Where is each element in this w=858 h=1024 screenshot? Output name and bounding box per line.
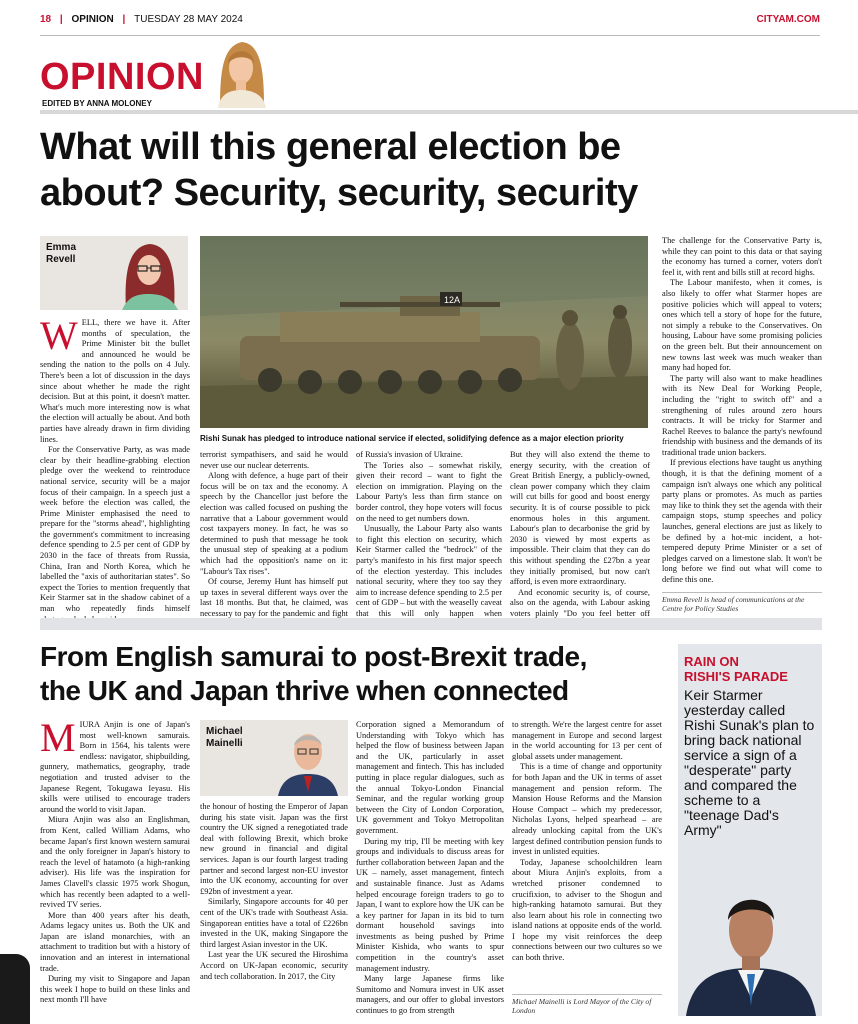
article2-bio: Michael Mainelli is Lord Mayor of the City of London — [512, 994, 662, 1015]
article1-col2: terrorist sympathisers, and said he would never use our nuclear deterrents. Along with defence, a huge part of their focus will be on tax and the economy. A speech by the Chancellor just before the election was called focused on pushing the narrative that a Labour government would cost taxpayers money. In fact, he was so determined to push that message he took the unusual step of speaking at a podium which had the opposition's name on it: "Labour's Tax rises". Of course, Jeremy Hunt has himself put up taxes in several different ways over the last 18 months. But that, he claimed, was necessary to pay for the pandemic and fight — [200, 450, 348, 618]
masthead-rule — [40, 110, 858, 114]
article1-bio: Emma Revell is head of communications at the Centre for Policy Studies — [662, 592, 822, 613]
sidebar-text: Keir Starmer yesterday called Rishi Sunak's plan to bring back national service a sign of a "desperate" party and compared the scheme to a "teenage Dad's Army" — [684, 687, 815, 838]
article2-col2: the honour of hosting the Emperor of Japan during his state visit. Japan was the first country the UK signed a renegotiated trade deal with following Brexit, which broke new ground in financial and digital services. Japan is our fourth largest trading partner and second largest non-EU investor into the UK economy, accounting for over £92bn of investment a year. Similarly, Singapore accounts for 40 per cent of the UK's trade with Southeast Asia. Singaporean entities have a total of £226bn invested in the UK, making Singapore the third largest Asian investor in the UK. Last year the UK secured the Hiroshima Accord on UK-Japan economic, security and tech collaboration. In 2017, the City — [200, 802, 348, 981]
section-label: OPINION — [71, 14, 114, 25]
article1-headline: What will this general election be about? Security, security, security — [40, 126, 638, 214]
article2-col4: to strength. We're the largest centre for asset management in Europe and second largest in the world accounting for 13 per cent of global assets under management. This is a time of change and opportunity for both Japan and the UK in terms of asset management and pension reform. The Mansion House Reforms and the Mansion House Compact – which my predecessor, Nicholas Lyons, helped spearhead – are already unlocking capital from the UK's largest defined contribution pension funds to invest in unlisted equities. Today, Japanese schoolchildren learn about Miura Anjin's exploits, from a wretched prisoner condemned to crucifixion, to adviser to the Shogun and high-ranking hatamoto samurai. But they also learn about his role in connecting two island nations at opposite ends of the world. I hope my visit reinforces the deep connections between our two cultures so we can both thrive. — [512, 720, 662, 963]
topbar-separator: | — [122, 14, 126, 25]
topbar-separator: | — [59, 14, 63, 25]
sidebar-kicker: RAIN ON RISHI'S PARADE — [684, 654, 788, 684]
editor-portrait — [204, 34, 278, 108]
article1-col4: But they will also extend the theme to energy security, with the creation of Great British Energy, a publicly-owned, clean power company which they claim will cut bills for good and boost energy security. It is of course possible to pick enormous holes in this argument. Labour's plan to decarbonise the grid by 2030 is viewed by most experts as impossible. Their claim that they can do this without spending the £27bn a year they initially promised, but now can't afford, is even more extraordinary. And economic security is, of course, also on the agenda, with Labour asking voters plainly "Do you feel better off — [510, 450, 650, 618]
corner-tab — [0, 954, 30, 1024]
author-box-michael — [200, 720, 348, 796]
article1-col3: of Russia's invasion of Ukraine. The Tories also – somewhat riskily, given their record – want to fight the election on immigration. Playing on the Labour Party's less than firm stance on border control, they hope voters will focus on the need to get numbers down. Unusually, the Labour Party also wants to fight this election on security, which Keir Starmer called the "bedrock" of the party's manifesto in his first major speech of the election yesterday. This includes national security, where they too say they aim to increase defence spending to 2.5 per cent of GDP – but with the weaselly caveat that this will only happen when — [356, 450, 502, 618]
author-name: Michael Mainelli — [206, 726, 243, 749]
photo-caption: Rishi Sunak has pledged to introduce national service if elected, solidifying defence as a major election priority — [200, 434, 624, 443]
editor-credit: EDITED BY ANNA MOLONEY — [42, 99, 152, 108]
author-box-emma — [40, 236, 188, 310]
article2-col1: MIURA Anjin is one of Japan's most well-known samurais. Born in 1564, his talents were endless: navigator, shipbuilding, gunnery, mathematics, geography, trade negotiation and trusted adviser to the Japanese Regent, Tokugawa Ieyasu. His skills were utilised to encourage traders around the world to visit Japan. Miura Anjin was also an Englishman, from Kent, called William Adams, who became Japan's first known western samurai and the only foreigner in Japan's history to reach the level of hatamoto (a high-ranking adviser). His life was the inspiration for James Clavell's classic 1975 work Shogun, which has recently been adapted to a well-revived TV series. More than 400 years after his death, Adams legacy unites us. Both the UK and Japan are island monarchies, with an attachment to tradition but with a history of innovation and an interest in international trade. During my visit to Singapore and Japan this week I hope to build on these links and next month I'll have — [40, 715, 190, 1005]
site-link[interactable]: CITYAM.COM — [756, 14, 820, 25]
section-divider — [40, 618, 822, 630]
author-portrait-emma-icon — [114, 238, 184, 310]
svg-text:12A: 12A — [444, 295, 461, 305]
dropcap-w: W — [40, 313, 78, 358]
sidebar-box — [678, 644, 822, 1016]
article2-headline: From English samurai to post-Brexit trade, the UK and Japan thrive when connected — [40, 641, 587, 706]
editor-portrait-icon — [204, 34, 278, 108]
article1-col5: The challenge for the Conservative Party is, while they can point to this data or that saying the economy has turned a corner, voters don't feel it, with rent and bills still at record highs. The Labour manifesto, when it comes, is also likely to offer what Starmer hopes are positive policies which will appeal to voters; ones which tell a story of hope for the future, not simply a rebuke to the Conservatives. On housing, Labour have some promising policies on the green belt. But their announcement on new towns last week was much weaker than many had hoped for. The party will also want to make headlines with its New Deal for Working People, including the "right to switch off" and a strengthening of rules around zero hours contracts. It will be tricky for Starmer and Rachel Reeves to balance the party's newfound friendship with business and the demands of its traditional trade union backers. If previous elections have taught us anything though, it is that the defining moment of a campaign isn't always one which any political party plans or promotes. As much as parties may like to think they set the agenda with their campaign stops, stump speeches and policy launches, general elections are just as likely to be defined by a hot-mic incident, a hot-tempered deputy Prime Minister or a set of pledges carved on a limestone slab. It won't be long before we find out what will come to define this one. — [662, 236, 822, 584]
dropcap-m: M — [40, 715, 76, 760]
armoured-vehicle-photo-icon — [200, 236, 648, 428]
top-bar — [40, 14, 820, 36]
section-title: OPINION — [40, 56, 204, 98]
issue-date: TUESDAY 28 MAY 2024 — [134, 14, 243, 25]
author-name: Emma Revell — [46, 242, 77, 265]
article2-col3: Corporation signed a Memorandum of Understanding with Tokyo which has helped the flow of business between Japan and the UK, particularly in asset management and fintech. This has included putting in place regular dialogues, such as the annual Tokyo-London Financial Seminar, and the regular working group between the City of London Corporation, UK government and Tokyo Metropolitan government. During my trip, I'll be meeting with key groups and individuals to discuss areas for further collaboration between Japan and the UK – namely, asset management, fintech and sustainable finance. Just as Adams helped encourage foreign traders to go to Japan, I want to explore how the UK can be a key partner for Japan in its bid to turn dormant household savings into investments as being pushed by Prime Minister Kishida, who wants to spur competition in the country's asset management industry. Many large Japanese firms like Sumitomo and Nomura invest in UK asset managers, and our offer to global investors continues to go from strength — [356, 720, 504, 1016]
sunak-portrait-icon — [686, 866, 816, 1016]
article1-col1: WELL, there we have it. After months of speculation, the Prime Minister bit the bullet and announced he would be sending the nation to the polls on 4 July. There's been a lot of discussion in the days since about whether he made the right decision. But at this point, it doesn't matter. What's much more interesting now is what the election will actually be about. And both parties have already drawn in firm dividing lines. For the Conservative Party, as was made clear by their headline-grabbing election pledge over the weekend to reintroduce national service, security will be a major focus of their campaign. In a speech just a week before the election was called, the Prime Minister emphasised the need to prepare for the "storms ahead", highlighting the government's commitment to increasing defence spending to 2.5 per cent of GDP by 2030 in the face of threats from Russia, China, Iran and North Korea, which he labelled the "axis of authoritarian states". So expect the Tories to mention frequently that Keir Starmer sat in the shadow cabinet of a man who repeatedly finds himself — [40, 313, 190, 614]
page-number: 18 — [40, 14, 52, 25]
author-portrait-michael-icon — [272, 722, 344, 796]
tank-photo — [200, 236, 648, 428]
